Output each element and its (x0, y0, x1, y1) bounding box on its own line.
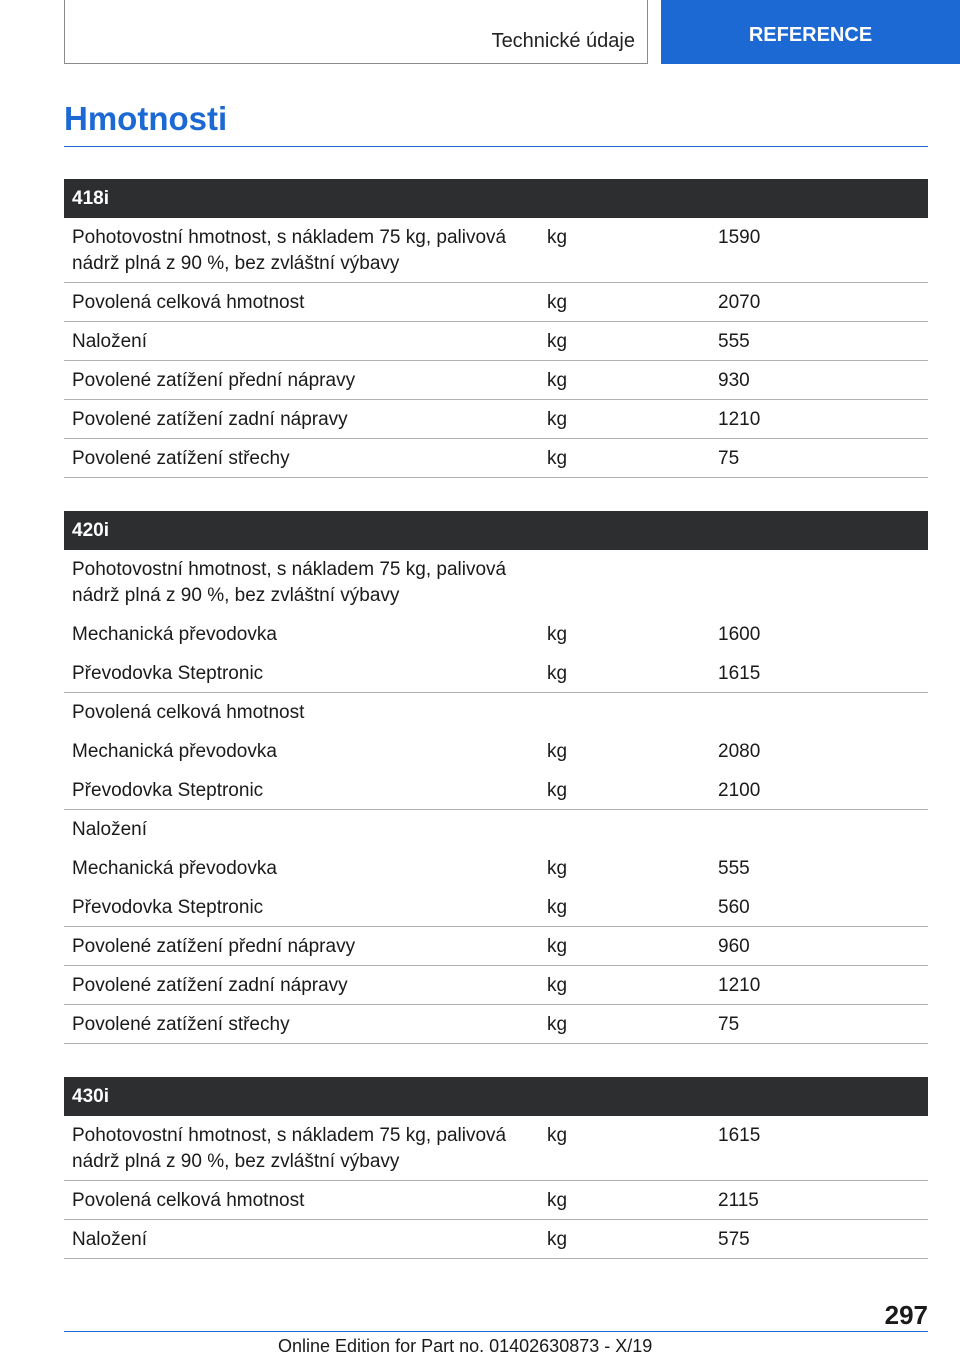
row-label: Naložení (72, 1229, 147, 1250)
row-value: 1210 (718, 409, 761, 430)
row-unit: kg (547, 741, 568, 762)
row-value: 960 (718, 936, 750, 957)
weights-table-430i (64, 1077, 928, 1259)
row-value: 1600 (718, 624, 761, 645)
row-label: Povolené zatížení přední nápravy (72, 936, 356, 957)
table-row (64, 400, 928, 439)
weights-table-420i (64, 511, 928, 1044)
table-heading: 430i (64, 1077, 928, 1116)
row-unit: kg (547, 858, 568, 879)
row-label: Pohotovostní hmotnost, s nákladem 75 kg, palivová nádrž plná z 90 %, bez zvláštní výbavy (72, 1125, 507, 1172)
row-unit: kg (547, 409, 568, 430)
row-unit: kg (547, 1229, 568, 1250)
table-row (64, 439, 928, 478)
row-unit: kg (547, 370, 568, 391)
table-row (64, 693, 928, 732)
table-row (64, 361, 928, 400)
row-unit (539, 557, 711, 615)
row-value: 75 (718, 448, 740, 469)
row-value: 75 (718, 1014, 740, 1035)
edition-footer: Online Edition for Part no. 01402630873 - X/19 (278, 1336, 653, 1356)
table-heading: 420i (64, 511, 928, 550)
row-unit (539, 700, 711, 732)
row-unit: kg (547, 780, 568, 801)
page-number: 297 (884, 1300, 928, 1330)
row-label: Povolené zatížení zadní nápravy (72, 409, 348, 430)
page-title: Hmotnosti (64, 100, 228, 137)
table-row (64, 810, 928, 849)
row-unit: kg (547, 897, 568, 918)
row-value: 555 (718, 858, 750, 879)
table-row (64, 1116, 928, 1181)
title-divider (64, 146, 928, 147)
table-row (64, 283, 928, 322)
footer-divider (64, 1331, 928, 1332)
table-row (64, 1005, 928, 1044)
table-row (64, 966, 928, 1005)
row-value: 930 (718, 370, 750, 391)
row-label: Naložení (72, 331, 147, 352)
row-unit: kg (547, 624, 568, 645)
row-value: 1210 (718, 975, 761, 996)
table-row (64, 550, 928, 615)
row-label: Povolená celková hmotnost (72, 1190, 305, 1211)
row-label: Povolené zatížení střechy (72, 1014, 290, 1035)
row-unit: kg (547, 1190, 568, 1211)
row-label: Povolené zatížení přední nápravy (72, 370, 356, 391)
table-heading: 418i (64, 179, 928, 218)
row-label: Mechanická převodovka (72, 624, 277, 645)
row-unit (539, 817, 711, 849)
row-value: 575 (718, 1229, 750, 1250)
row-label: Pohotovostní hmotnost, s nákladem 75 kg, palivová nádrž plná z 90 %, bez zvláštní výbavy (72, 227, 507, 274)
row-label: Mechanická převodovka (72, 741, 277, 762)
table-row (64, 654, 928, 693)
row-value: 2100 (718, 780, 761, 801)
row-unit: kg (547, 292, 568, 313)
row-label: Mechanická převodovka (72, 858, 277, 879)
row-unit: kg (547, 975, 568, 996)
row-label: Povolené zatížení střechy (72, 448, 290, 469)
row-label: Pohotovostní hmotnost, s nákladem 75 kg, palivová nádrž plná z 90 %, bez zvláštní výbavy (72, 559, 507, 606)
table-row (64, 732, 928, 771)
row-unit: kg (547, 1125, 568, 1146)
row-value: 1615 (718, 663, 761, 684)
row-unit: kg (547, 227, 568, 248)
table-row (64, 322, 928, 361)
row-label: Převodovka Steptronic (72, 663, 264, 684)
row-unit: kg (547, 448, 568, 469)
reference-tab[interactable]: REFERENCE (661, 0, 960, 64)
row-label: Povolená celková hmotnost (72, 292, 305, 313)
row-value: 1615 (718, 1125, 761, 1146)
table-row (64, 771, 928, 810)
row-unit: kg (547, 331, 568, 352)
row-label: Naložení (72, 819, 147, 840)
row-label: Převodovka Steptronic (72, 780, 264, 801)
row-label: Povolené zatížení zadní nápravy (72, 975, 348, 996)
row-value: 555 (718, 331, 750, 352)
row-value: 1590 (718, 227, 761, 248)
row-value (711, 557, 718, 615)
row-unit: kg (547, 936, 568, 957)
weights-table-418i (64, 179, 928, 478)
row-value: 2115 (718, 1190, 759, 1211)
table-row (64, 888, 928, 927)
row-value: 2080 (718, 741, 761, 762)
row-value: 2070 (718, 292, 761, 313)
table-row (64, 218, 928, 283)
table-row (64, 927, 928, 966)
row-value: 560 (718, 897, 750, 918)
table-row (64, 1181, 928, 1220)
row-label: Převodovka Steptronic (72, 897, 264, 918)
row-label: Povolená celková hmotnost (72, 702, 305, 723)
row-unit: kg (547, 663, 568, 684)
section-title: Technické údaje (491, 30, 635, 52)
table-row (64, 1220, 928, 1259)
row-value (711, 700, 718, 732)
table-row (64, 615, 928, 654)
row-unit: kg (547, 1014, 568, 1035)
row-value (711, 817, 718, 849)
table-row (64, 849, 928, 888)
